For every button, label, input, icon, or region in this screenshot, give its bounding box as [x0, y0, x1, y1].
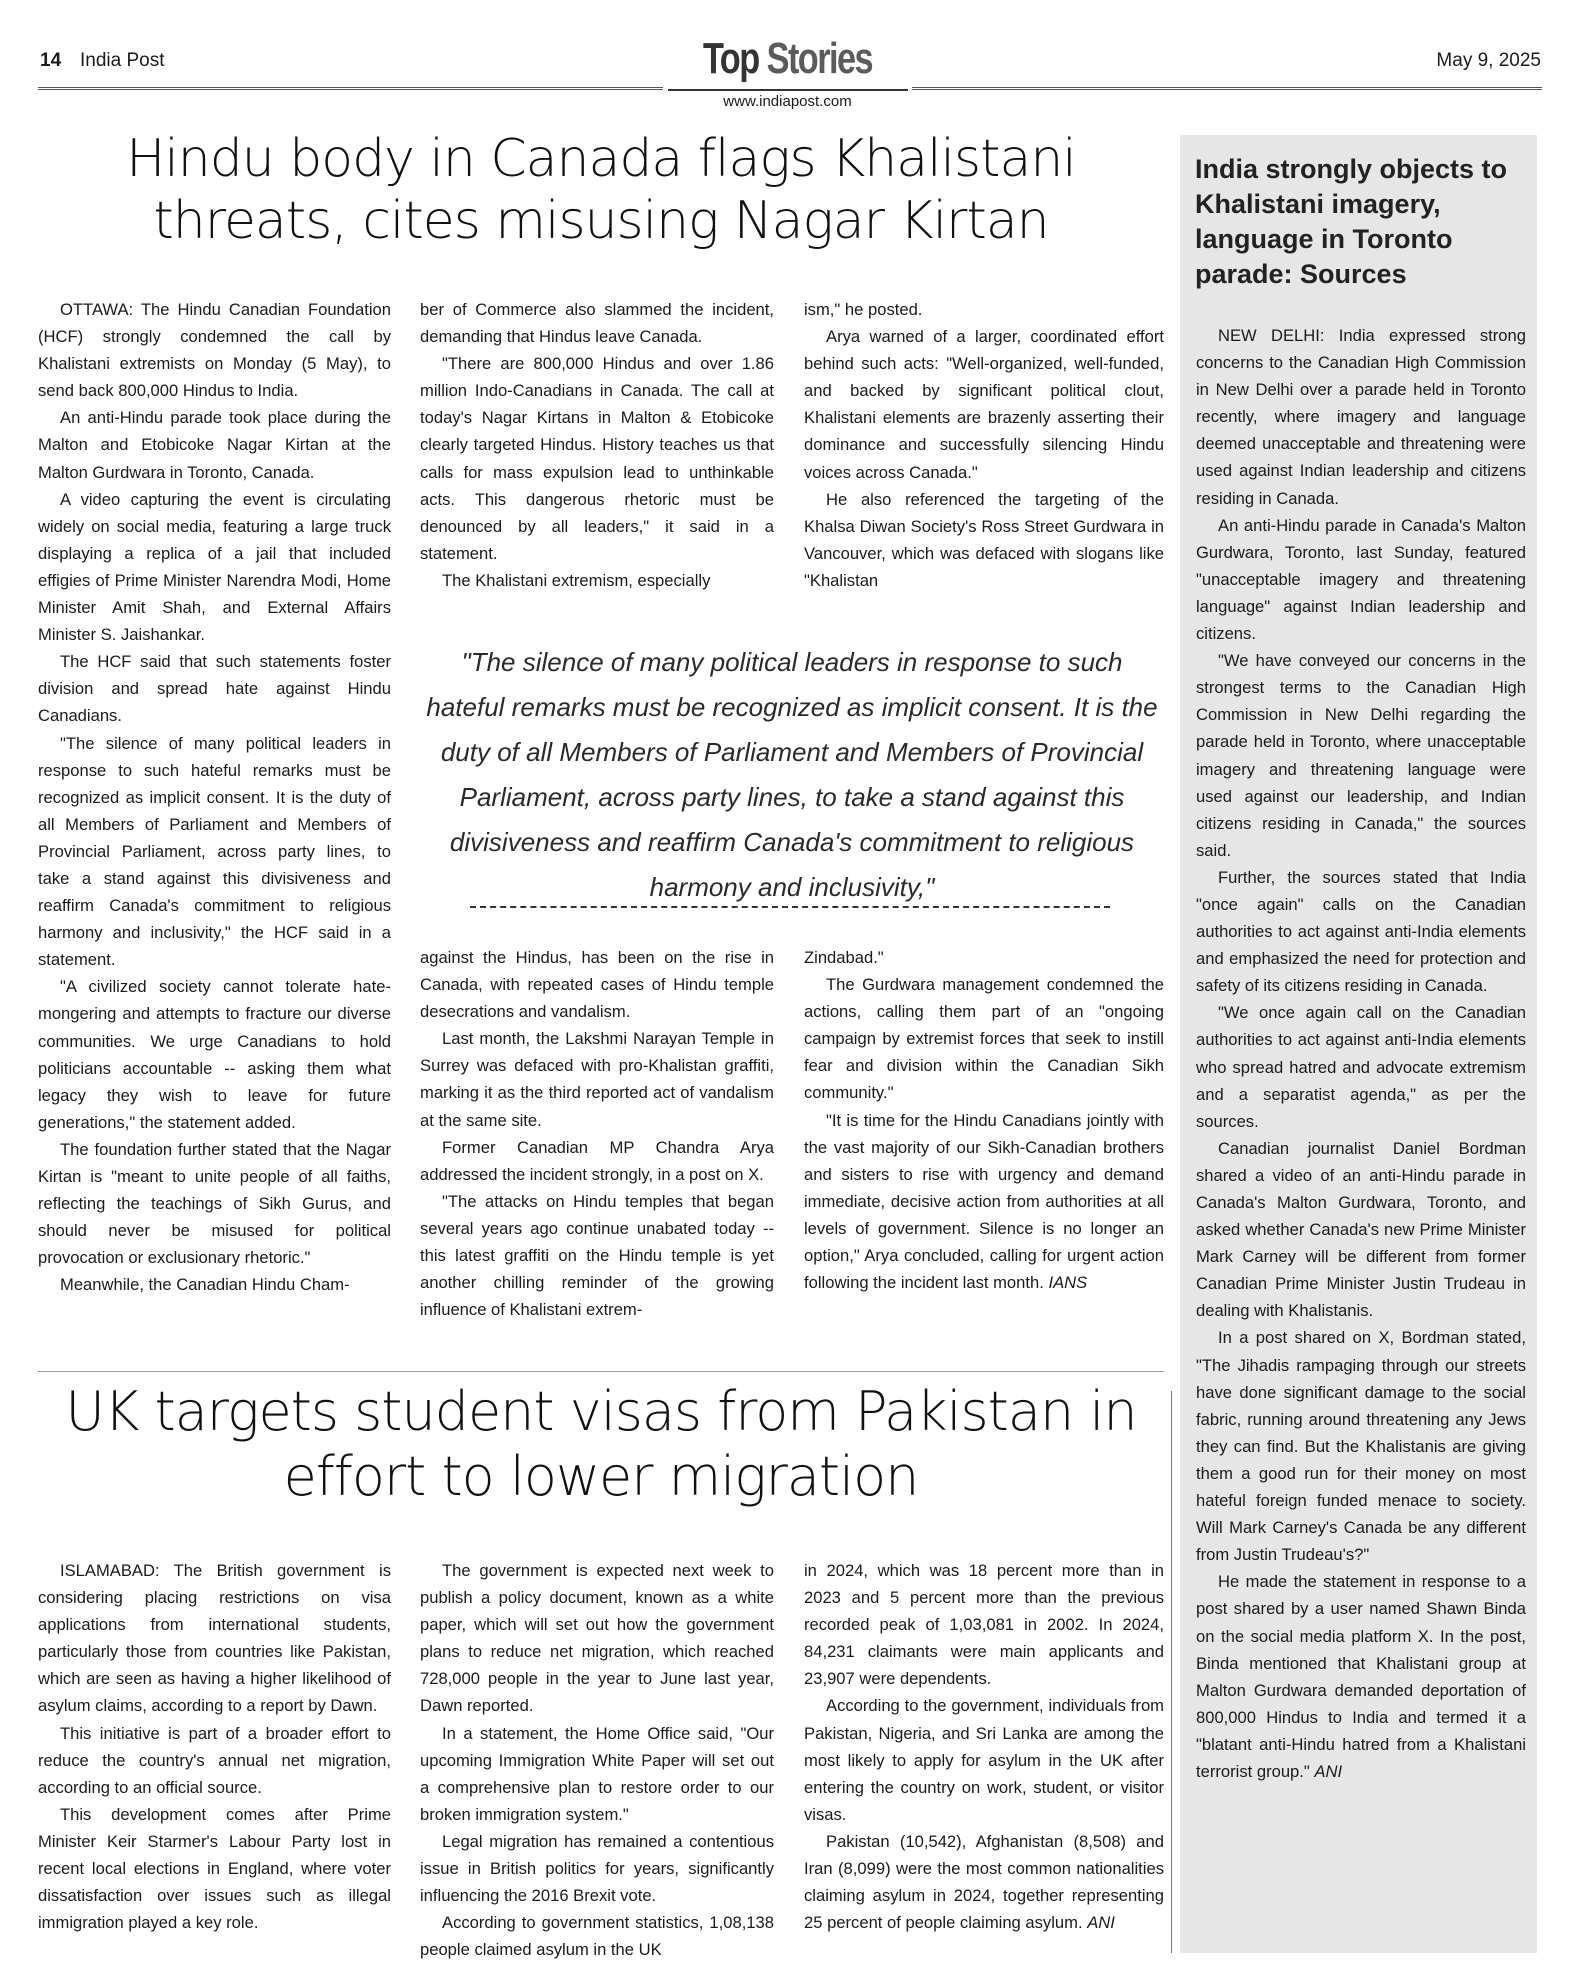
masthead [0, 0, 1575, 120]
story1-paragraph: OTTAWA: The Hindu Canadian Foundation (HCF) strongly condemned the call by Khalistani extremists on Monday (5 May), to send back 800,000 Hindus to India. [38, 300, 391, 401]
story1-paragraph: Former Canadian MP Chandra Arya addressed the incident strongly, in a post on X. [420, 1137, 774, 1184]
story2-headline: UK targets student visas from Pakistan in effort to lower migration [65, 1380, 1137, 1508]
story1-paragraph: Meanwhile, the Canadian Hindu Cham- [60, 1275, 350, 1295]
story1-closing-text: "It is time for the Hindu Canadians jointly with the vast majority of our Sikh-Canadian brothers and sisters to rise with urgency and demand immediate, decisive action from authorities at all levels of government. Silence is no longer an option," Arya concluded, calling for urgent action following the incident last month. [804, 1110, 1164, 1293]
sidebar-closing-text: He made the statement in response to a post shared by a user named Shawn Binda on the social media platform X. In the post, Binda mentioned that Khalistani group at Malton Gurdwara demanded deportation of 800,000 Hindus to India and termed it a "blatant anti-Hindu hatred from a Khalistani terrorist group." [1196, 1572, 1526, 1781]
story1-column-3-bottom [804, 944, 1164, 1296]
sidebar-body [1196, 322, 1526, 1785]
sidebar-headline: India strongly objects to Khalistani imagery, language in Toronto parade: Sources [1195, 154, 1508, 289]
section-title-top: Top [702, 34, 759, 83]
section-title [690, 34, 884, 84]
story1-paragraph: A video capturing the event is circulating widely on social media, featuring a large truck displaying a replica of a jail that included effigies of Prime Minister Narendra Modi, Home Minister Amit Shah, and External Affairs Minister S. Jaishankar. [38, 489, 391, 645]
story1-paragraph: "A civilized society cannot tolerate hate-mongering and attempts to fracture our diverse communities. We urge Canadians to hold politicians accountable -- asking them what legacy they wish to leave for future generations," the statement added. [38, 977, 391, 1132]
sidebar-paragraph: NEW DELHI: India expressed strong concerns to the Canadian High Commission in New Delhi over a parade held in Toronto recently, where imagery and language deemed unacceptable and threatening were used against Indian leadership and citizens residing in Canada. [1196, 326, 1526, 508]
sidebar-paragraph: In a post shared on X, Bordman stated, "The Jihadis rampaging through our streets have done significant damage to the social fabric, running around threatening any Jews they can find. But the Khalistanis are giving them a good run for their money on most hateful foreign funded menace to society. Will Mark Carney's Canada be any different from Justin Trudeau's?" [1196, 1328, 1526, 1565]
story2-column-3 [804, 1557, 1164, 1936]
story2-paragraph: This initiative is part of a broader effort to reduce the country's annual net migration, according to an official source. [38, 1723, 391, 1797]
story1-column-3-top [804, 296, 1164, 594]
story1-pull-quote: "The silence of many political leaders in response to such hateful remarks must be recognized as implicit consent. It is the duty of all Members of Parliament and Members of Provincial Parliament, across party lines, to take a stand against this divisiveness and reaffirm Canada's commitment to religious harmony and inclusivity," [426, 647, 1158, 902]
story1-paragraph: The Gurdwara management condemned the actions, calling them part of an "ongoing campaign by extremist forces that seek to instill fear and division within the Canadian Sikh community." [804, 975, 1164, 1103]
story1-paragraph: "The attacks on Hindu temples that began several years ago continue unabated today -- this latest graffiti on the Hindu temple is yet another chilling reminder of the growing influence of Khalistani extrem- [420, 1191, 774, 1320]
story2-paragraph: in 2024, which was 18 percent more than in 2023 and 5 percent more than the previous recorded peak of 1,03,081 in 2002. In 2024, 84,231 claimants were main applicants and 23,907 were dependents. [804, 1561, 1164, 1689]
story1-paragraph: Arya warned of a larger, coordinated effort behind such acts: "Well-organized, well-funded, and backed by significant political clout, Khalistani elements are brazenly asserting their dominance and successfully silencing Hindu voices across Canada." [804, 327, 1164, 482]
story1-paragraph: The Khalistani extremism, especially [442, 570, 711, 590]
section-title-stories: Stories [766, 34, 873, 83]
story2-paragraph [804, 1828, 1164, 1936]
sidebar-paragraph: An anti-Hindu parade in Canada's Malton Gurdwara, Toronto, last Sunday, featured "unacceptable imagery and threatening language" against Indian leadership and citizens. [1196, 515, 1526, 644]
story1-column-2-bottom [420, 944, 774, 1323]
sidebar-paragraph: Further, the sources stated that India "once again" calls on the Canadian authorities to act against anti-India elements and emphasized the need for protection and safety of its citizens residing in Canada. [1196, 867, 1526, 996]
story2-paragraph: The government is expected next week to publish a policy document, known as a white paper, which will set out how the government plans to reduce net migration, which reached 728,000 people in the year to June last year, Dawn reported. [420, 1561, 774, 1716]
story1-paragraph: ber of Commerce also slammed the incident, demanding that Hindus leave Canada. [420, 300, 774, 347]
story2-column-2 [420, 1557, 774, 1963]
sidebar-paragraph: Canadian journalist Daniel Bordman shared a video of an anti-Hindu parade in Canada's Malton Gurdwara, Toronto, and asked whether Canada's new Prime Minister Mark Carney will be different from former Canadian Prime Minister Justin Trudeau in dealing with Khalistanis. [1196, 1138, 1526, 1321]
story2-paragraph: ISLAMABAD: The British government is considering placing restrictions on visa applications from international students, particularly those from countries like Pakistan, which are seen as having a higher likelihood of asylum claims, according to a report by Dawn. [38, 1561, 391, 1716]
story1-paragraph: Last month, the Lakshmi Narayan Temple in Surrey was defaced with pro-Khalistan graffiti, marking it as the third reported act of vandalism at the same site. [420, 1029, 774, 1130]
story1-paragraph: The HCF said that such statements foster division and spread hate against Hindu Canadians. [38, 652, 391, 726]
website-url: www.indiapost.com [723, 93, 852, 110]
story-divider [38, 1371, 1164, 1372]
story2-closing-text: Pakistan (10,542), Afghanistan (8,508) and Iran (8,099) were the most common nationalities claiming asylum in 2024, together representing 25 percent of people claiming asylum. [804, 1831, 1164, 1933]
sidebar-credit: ANI [1314, 1761, 1343, 1781]
story2-paragraph: According to government statistics, 1,08,138 people claimed asylum in the UK [420, 1913, 774, 1960]
story1-column-1 [38, 296, 391, 1298]
sidebar-paragraph: "We once again call on the Canadian authorities to act against anti-India elements who spread hatred and advocate extremism and a separatist agenda," as per the sources. [1196, 1003, 1526, 1131]
page-number: 14 [40, 50, 62, 71]
story2-paragraph: Legal migration has remained a contentious issue in British politics for years, significantly influencing the 2016 Brexit vote. [420, 1831, 774, 1906]
column-divider [1171, 1391, 1172, 1953]
sidebar-paragraph: "We have conveyed our concerns in the strongest terms to the Canadian High Commission in New Delhi regarding the parade held in Toronto, where unacceptable imagery and threatening language were used against our leadership, and Indian citizens residing in Canada," the sources said. [1196, 651, 1526, 860]
story1-credit: IANS [1048, 1273, 1088, 1293]
story1-paragraph: "The silence of many political leaders in response to such hateful remarks must be recognized as implicit consent. It is the duty of all Members of Parliament and Members of Provincial Parliament, across party lines, to take a stand against this divisiveness and reaffirm Canada's commitment to religious harmony and inclusivity," the HCF said in a statement. [38, 733, 391, 970]
story1-headline: Hindu body in Canada flags Khalistani threats, cites misusing Nagar Kirtan [126, 129, 1076, 252]
header-rule-right [912, 87, 1542, 90]
story1-paragraph: Zindabad." [804, 948, 884, 967]
story1-column-2-top [420, 296, 774, 594]
story1-paragraph: He also referenced the targeting of the Khalsa Diwan Society's Ross Street Gurdwara in Vancouver, which was defaced with slogans like "Khalistan [804, 489, 1164, 590]
story2-paragraph: According to the government, individuals from Pakistan, Nigeria, and Sri Lanka are among the most likely to apply for asylum in the UK after entering the country on work, student, or visitor visas. [804, 1696, 1164, 1824]
story2-column-1 [38, 1557, 391, 1936]
story1-paragraph: "There are 800,000 Hindus and over 1.86 million Indo-Canadians in Canada. The call at today's Nagar Kirtans in Malton & Etobicoke clearly targeted Hindus. History teaches us that calls for mass expulsion lead to unthinkable acts. This dangerous rhetoric must be denounced by all leaders," it said in a statement. [420, 354, 774, 563]
sidebar-paragraph [1196, 1568, 1526, 1785]
story1-paragraph: An anti-Hindu parade took place during the Malton and Etobicoke Nagar Kirtan at the Malton Gurdwara in Toronto, Canada. [38, 408, 391, 482]
issue-date: May 9, 2025 [1436, 50, 1541, 71]
pull-quote-dashed-rule [470, 906, 1110, 908]
story1-paragraph [804, 1107, 1164, 1297]
story1-paragraph: against the Hindus, has been on the rise in Canada, with repeated cases of Hindu temple desecrations and vandalism. [420, 948, 774, 1022]
story1-paragraph: ism," he posted. [804, 300, 923, 319]
section-title-underline [668, 89, 908, 91]
story2-paragraph: This development comes after Prime Minister Keir Starmer's Labour Party lost in recent local elections in England, where voter dissatisfaction over issues such as illegal immigration played a key role. [38, 1804, 391, 1933]
story1-paragraph: The foundation further stated that the Nagar Kirtan is "meant to unite people of all faiths, reflecting the teachings of Sikh Gurus, and should never be misused for political provocation or exclusionary rhetoric." [38, 1139, 391, 1268]
story2-credit: ANI [1087, 1913, 1115, 1933]
header-rule-left [38, 87, 663, 90]
story2-paragraph: In a statement, the Home Office said, "Our upcoming Immigration White Paper will set out a comprehensive plan to restore order to our broken immigration system." [420, 1723, 774, 1824]
paper-name: India Post [80, 50, 165, 71]
